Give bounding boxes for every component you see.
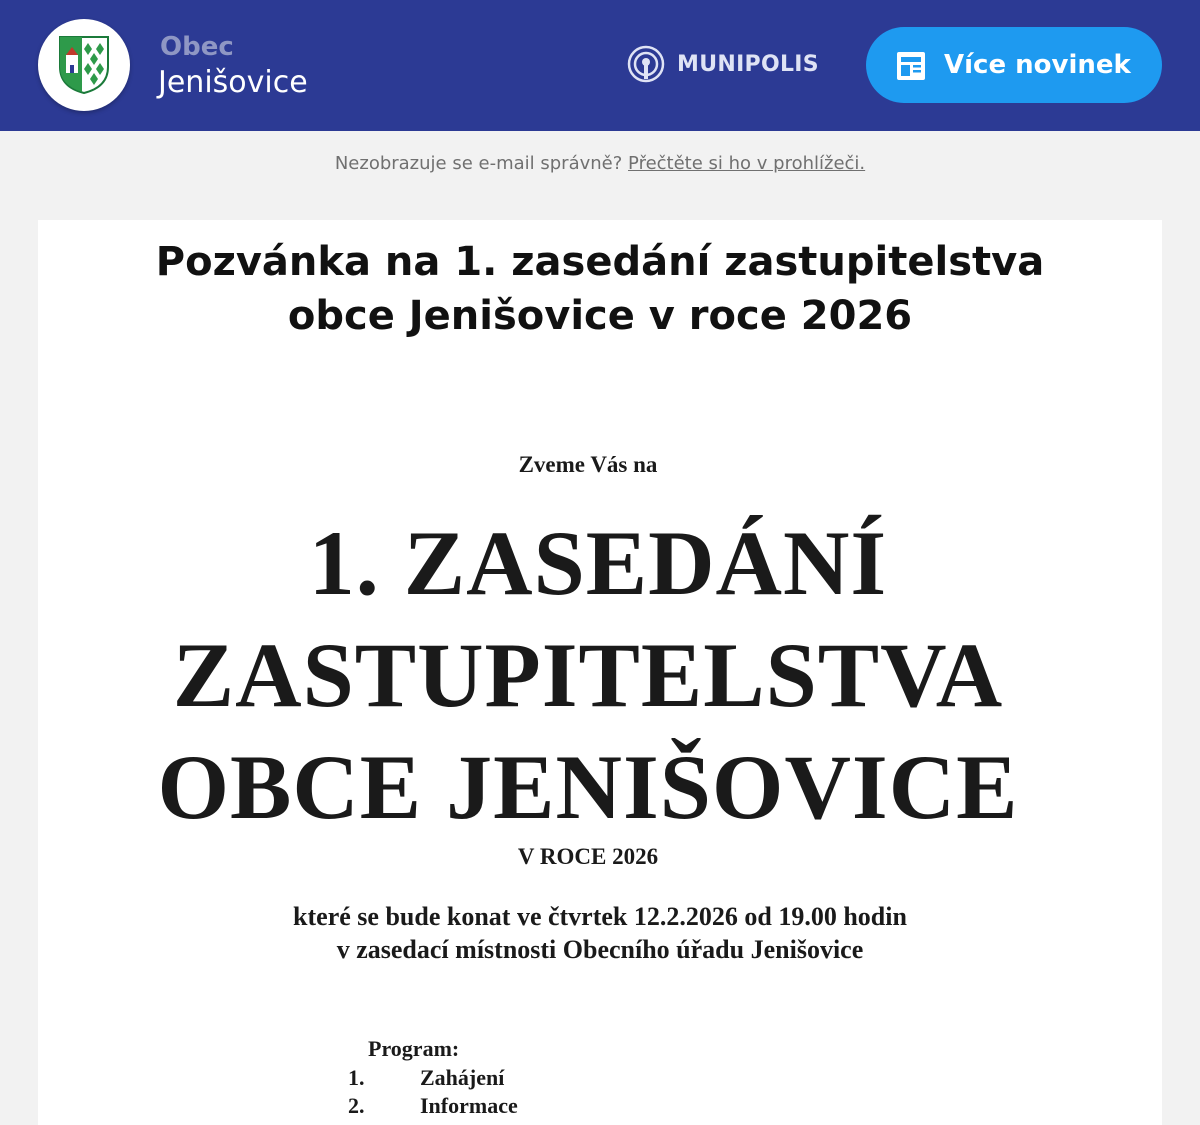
browser-view-notice [0, 151, 1200, 177]
poster-headline-line2: ZASTUPITELSTVA [172, 624, 1004, 726]
poster-when-line2: v zasedací místnosti Obecního úřadu Jenišovice [336, 935, 864, 964]
header [0, 0, 1200, 131]
poster-headline-line1: 1. ZASEDÁNÍ [308, 512, 888, 614]
poster-year: V ROCE 2026 [517, 844, 659, 869]
municipality-logo[interactable] [38, 19, 130, 111]
more-news-button[interactable] [866, 27, 1162, 103]
article-title-line1: Pozvánka na 1. zasedání zastupitelstva [155, 239, 1045, 285]
program-item-text: Informace [420, 1093, 518, 1118]
munipolis-label: MUNIPOLIS [677, 51, 819, 77]
poster-intro: Zveme Vás na [518, 452, 658, 477]
coat-of-arms-icon [58, 35, 110, 95]
poster-headline-line3: OBCE JENIŠOVICE [157, 736, 1019, 838]
org-type-label: Obec [160, 32, 234, 62]
more-news-label: Více novinek [944, 50, 1131, 80]
poster-meeting-details [38, 900, 1162, 966]
view-in-browser-link[interactable]: Přečtěte si ho v prohlížeči. [628, 153, 866, 174]
article-title-line2: obce Jenišovice v roce 2026 [287, 293, 913, 339]
article-title[interactable] [38, 235, 1162, 343]
program-heading: Program: [368, 1036, 460, 1061]
notice-text: Nezobrazuje se e-mail správně? [334, 153, 623, 174]
newspaper-icon [895, 50, 927, 82]
org-name: Jenišovice [158, 65, 308, 100]
munipolis-logo[interactable] [627, 44, 819, 84]
broadcast-icon [627, 45, 665, 83]
program-item-number: 2. [348, 1093, 365, 1118]
invitation-poster [38, 360, 1162, 1125]
poster-when-line1: které se bude konat ve čtvrtek 12.2.2026 od 19.00 hodin [293, 902, 907, 931]
program-item-text: Zahájení [420, 1065, 505, 1090]
article-card [38, 220, 1162, 1125]
program-item-number: 1. [348, 1065, 365, 1090]
